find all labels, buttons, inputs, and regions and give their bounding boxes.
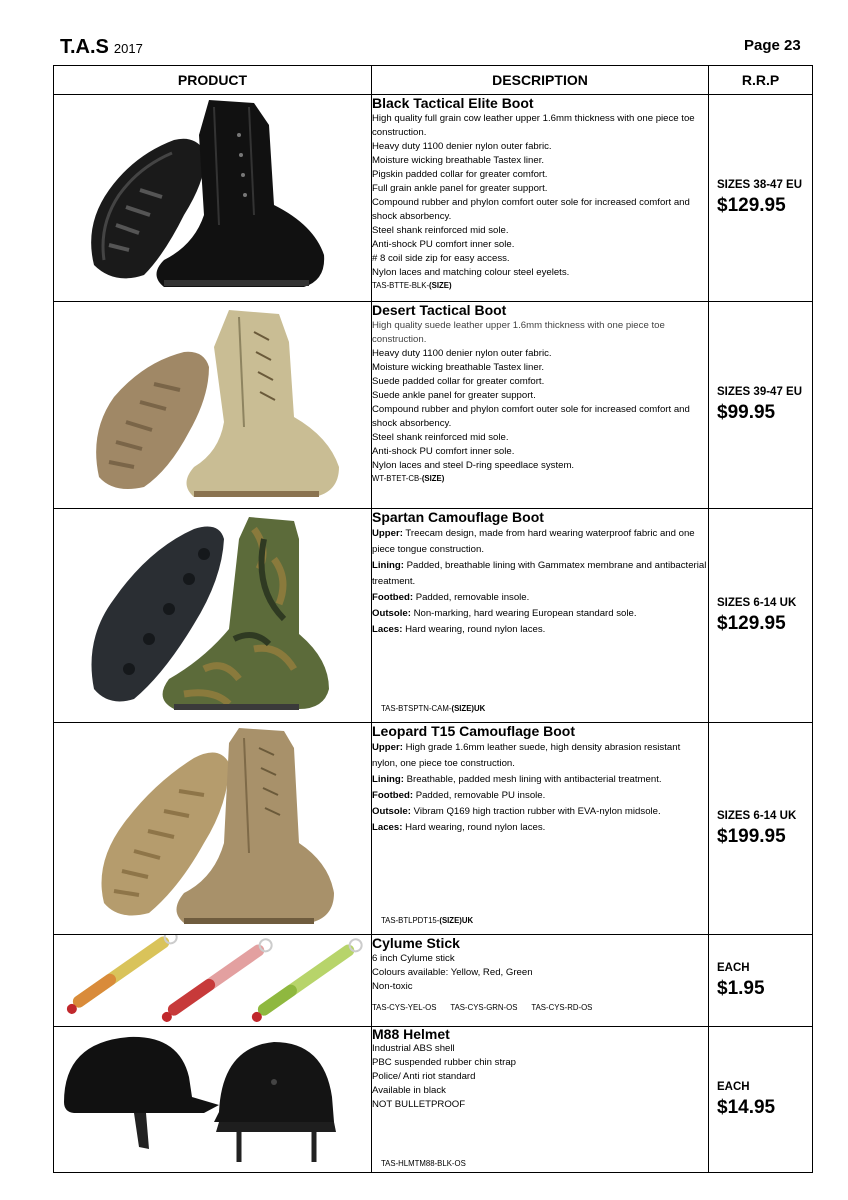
code-suffix: (SIZE) bbox=[421, 474, 445, 483]
desert-tactical-boot-image bbox=[54, 302, 372, 507]
description-line: # 8 coil side zip for easy access. bbox=[372, 253, 510, 264]
feature-laces bbox=[372, 622, 708, 638]
description-line: Colours available: Yellow, Red, Green bbox=[372, 967, 533, 978]
leopard-t15-boot-image bbox=[54, 723, 372, 933]
feature-value: Vibram Q169 high traction rubber with EVA-nylon midsole. bbox=[410, 806, 661, 817]
description-line: Non-toxic bbox=[372, 981, 413, 992]
description-line: Suede ankle panel for greater support. bbox=[372, 390, 536, 401]
table-row bbox=[54, 935, 813, 1027]
description-line: Anti-shock PU comfort inner sole. bbox=[372, 239, 515, 250]
product-image-cell bbox=[54, 509, 372, 723]
product-code bbox=[381, 703, 485, 714]
price: $129.95 bbox=[717, 612, 786, 634]
unit-label: EACH bbox=[717, 961, 750, 974]
product-code: TAS-CYS-RD-OS bbox=[531, 1003, 593, 1012]
code-prefix: TAS-BTLPDT15- bbox=[381, 916, 440, 925]
column-header-rrp: R.R.P bbox=[709, 66, 813, 95]
description-line: Suede padded collar for greater comfort. bbox=[372, 376, 545, 387]
feature-key: Laces: bbox=[372, 624, 403, 635]
description-line: Heavy duty 1100 denier nylon outer fabric. bbox=[372, 348, 552, 359]
feature-value: Hard wearing, round nylon laces. bbox=[402, 624, 546, 635]
table-row bbox=[54, 302, 813, 509]
code-prefix: TAS-BTSPTN-CAM- bbox=[381, 704, 452, 713]
product-code: TAS-CYS-YEL-OS bbox=[372, 1003, 437, 1012]
price: $14.95 bbox=[717, 1096, 776, 1118]
description-line: NOT BULLETPROOF bbox=[372, 1099, 466, 1110]
feature-key: Outsole: bbox=[372, 806, 411, 817]
product-image-cell bbox=[54, 95, 372, 302]
feature-value: Padded, removable PU insole. bbox=[413, 790, 546, 801]
product-code bbox=[381, 915, 473, 926]
table-header-row bbox=[54, 66, 813, 95]
feature-value: Breathable, padded mesh lining with antibacterial treatment. bbox=[403, 774, 662, 785]
description-line: Pigskin padded collar for greater comfort. bbox=[372, 169, 548, 180]
size-range: SIZES 38-47 EU bbox=[717, 179, 803, 191]
product-codes bbox=[372, 1002, 708, 1013]
description-line: Available in black bbox=[372, 1085, 446, 1096]
feature-key: Upper: bbox=[372, 528, 403, 539]
column-header-product: PRODUCT bbox=[54, 66, 372, 95]
description-line: Police/ Anti riot standard bbox=[372, 1071, 476, 1082]
description-line: Nylon laces and matching colour steel eyelets. bbox=[372, 267, 570, 278]
code-suffix: (SIZE)UK bbox=[439, 916, 474, 925]
rrp-cell bbox=[709, 95, 813, 302]
product-image-cell bbox=[54, 302, 372, 509]
code-suffix: (SIZE) bbox=[429, 281, 452, 290]
unit-label: EACH bbox=[717, 1080, 750, 1093]
table-row bbox=[54, 509, 813, 723]
column-header-description: DESCRIPTION bbox=[372, 66, 709, 95]
feature-upper bbox=[372, 740, 708, 772]
rrp-cell bbox=[709, 302, 813, 509]
description-line: Moisture wicking breathable Tastex liner. bbox=[372, 155, 545, 166]
product-title: Cylume Stick bbox=[372, 935, 460, 951]
feature-outsole bbox=[372, 804, 708, 820]
feature-key: Lining: bbox=[372, 774, 404, 785]
feature-outsole bbox=[372, 606, 708, 622]
product-description bbox=[372, 935, 709, 1027]
product-table bbox=[53, 65, 813, 1173]
feature-value: Padded, removable insole. bbox=[413, 592, 530, 603]
product-title: Leopard T15 Camouflage Boot bbox=[372, 723, 576, 739]
brand-header bbox=[60, 36, 143, 59]
brand-year: 2017 bbox=[113, 41, 143, 56]
product-description bbox=[372, 302, 709, 509]
feature-key: Footbed: bbox=[372, 790, 414, 801]
product-code: TAS-HLMTM88-BLK-OS bbox=[381, 1159, 466, 1168]
m88-helmet-image bbox=[54, 1027, 372, 1171]
size-range: SIZES 6-14 UK bbox=[717, 596, 797, 609]
price: $99.95 bbox=[717, 402, 776, 423]
cylume-sticks-image bbox=[54, 935, 372, 1025]
description-line: Heavy duty 1100 denier nylon outer fabric. bbox=[372, 141, 552, 152]
product-image-cell bbox=[54, 935, 372, 1027]
feature-lining bbox=[372, 772, 708, 788]
feature-key: Laces: bbox=[372, 822, 403, 833]
feature-laces bbox=[372, 820, 708, 836]
brand-name: T.A.S bbox=[60, 36, 109, 58]
feature-lining bbox=[372, 558, 708, 590]
description-line: High quality suede leather upper 1.6mm thickness with one piece toe construction. bbox=[372, 320, 665, 345]
description-line: Compound rubber and phylon comfort outer sole for increased comfort and shock absorbency. bbox=[372, 404, 690, 429]
product-image-cell bbox=[54, 723, 372, 935]
page-number: Page 23 bbox=[744, 37, 801, 54]
description-line: PBC suspended rubber chin strap bbox=[372, 1057, 516, 1068]
product-description bbox=[372, 509, 709, 723]
product-code: TAS-CYS-GRN-OS bbox=[450, 1003, 518, 1012]
description-line: Steel shank reinforced mid sole. bbox=[372, 432, 509, 443]
code-prefix: WT-BTET-CB- bbox=[372, 474, 422, 483]
code-suffix: (SIZE)UK bbox=[451, 704, 486, 713]
product-code bbox=[372, 280, 708, 291]
price: $199.95 bbox=[717, 825, 786, 847]
description-line: Anti-shock PU comfort inner sole. bbox=[372, 446, 515, 457]
product-title: M88 Helmet bbox=[372, 1026, 450, 1042]
feature-value: High grade 1.6mm leather suede, high density abrasion resistant nylon, one piece toe construction. bbox=[372, 742, 681, 769]
price: $1.95 bbox=[717, 977, 765, 999]
product-description bbox=[372, 723, 709, 935]
description-line: Steel shank reinforced mid sole. bbox=[372, 225, 509, 236]
feature-key: Lining: bbox=[372, 560, 404, 571]
feature-footbed bbox=[372, 788, 708, 804]
description-line: High quality full grain cow leather upper 1.6mm thickness with one piece toe construction. bbox=[372, 113, 695, 138]
product-description bbox=[372, 1027, 709, 1173]
feature-value: Treecam design, made from hard wearing waterproof fabric and one piece tongue construction. bbox=[372, 528, 695, 555]
feature-key: Upper: bbox=[372, 742, 403, 753]
feature-footbed bbox=[372, 590, 708, 606]
feature-upper bbox=[372, 526, 708, 558]
product-title: Desert Tactical Boot bbox=[372, 302, 507, 318]
spartan-camouflage-boot-image bbox=[54, 509, 372, 721]
size-range: SIZES 6-14 UK bbox=[717, 809, 797, 822]
table-row bbox=[54, 723, 813, 935]
product-description bbox=[372, 95, 709, 302]
description-line: Industrial ABS shell bbox=[372, 1043, 455, 1054]
rrp-cell bbox=[709, 1027, 813, 1173]
feature-value: Hard wearing, round nylon laces. bbox=[402, 822, 546, 833]
rrp-cell bbox=[709, 509, 813, 723]
code-prefix: TAS-BTTE-BLK- bbox=[372, 281, 430, 290]
size-range: SIZES 39-47 EU bbox=[717, 386, 803, 398]
black-tactical-boot-image bbox=[54, 95, 372, 300]
description-line: Moisture wicking breathable Tastex liner. bbox=[372, 362, 545, 373]
description-line: Full grain ankle panel for greater support. bbox=[372, 183, 548, 194]
description-line: Compound rubber and phylon comfort outer sole for increased comfort and shock absorbency. bbox=[372, 197, 690, 222]
description-line: Nylon laces and steel D-ring speedlace system. bbox=[372, 460, 575, 471]
rrp-cell bbox=[709, 935, 813, 1027]
product-code bbox=[372, 473, 708, 484]
feature-value: Padded, breathable lining with Gammatex membrane and antibacterial treatment. bbox=[372, 560, 707, 587]
description-line: 6 inch Cylume stick bbox=[372, 953, 455, 964]
product-image-cell bbox=[54, 1027, 372, 1173]
feature-key: Outsole: bbox=[372, 608, 411, 619]
price: $129.95 bbox=[717, 195, 786, 216]
product-title: Spartan Camouflage Boot bbox=[372, 509, 544, 525]
product-title: Black Tactical Elite Boot bbox=[372, 95, 534, 111]
feature-value: Non-marking, hard wearing European standard sole. bbox=[410, 608, 637, 619]
table-row bbox=[54, 1027, 813, 1173]
rrp-cell bbox=[709, 723, 813, 935]
table-row bbox=[54, 95, 813, 302]
feature-key: Footbed: bbox=[372, 592, 414, 603]
